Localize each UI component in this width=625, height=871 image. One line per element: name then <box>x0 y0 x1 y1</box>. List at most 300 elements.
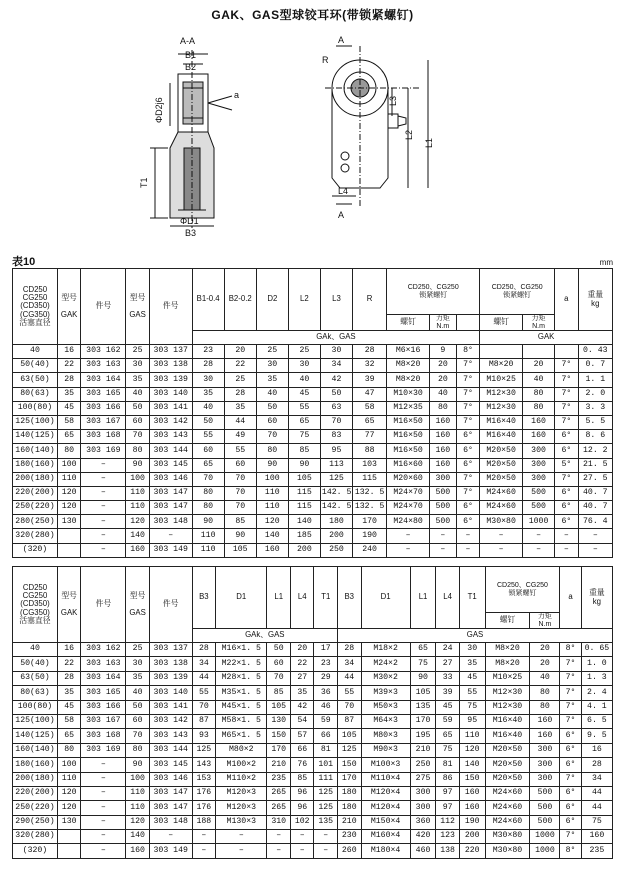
table-cell: 6° <box>555 515 579 529</box>
table-cell: 95 <box>320 444 352 458</box>
table-cell: 303 165 <box>81 686 126 700</box>
table-cell: 303 147 <box>149 786 192 800</box>
table-cell: 8° <box>456 345 480 359</box>
table-cell: 1000 <box>530 830 560 844</box>
table-cell: – <box>216 830 267 844</box>
table-cell: M30×80 <box>480 515 523 529</box>
table-cell: 7° <box>555 401 579 415</box>
table-cell: M16×40 <box>480 430 523 444</box>
t2-hdr-b3a: B3 <box>192 567 216 629</box>
t1-hdr-a: a <box>555 269 579 331</box>
table-cell: 160(140) <box>13 743 58 757</box>
table-row <box>13 387 613 401</box>
table-cell: 143 <box>192 758 216 772</box>
table-cell: 45 <box>288 387 320 401</box>
table-cell: 180 <box>338 801 362 815</box>
table-cell: 160 <box>256 543 288 557</box>
table-cell: 303 137 <box>149 643 192 657</box>
table-cell: 220(200) <box>13 786 58 800</box>
table-cell: 7° <box>555 415 579 429</box>
table-cell: 105 <box>338 729 362 743</box>
table-cell: 39 <box>436 686 460 700</box>
table-cell: M16×1. 5 <box>216 643 267 657</box>
t1-hdr-group-gakgas: GAk、GAS <box>192 331 480 345</box>
table-cell: 30 <box>192 373 224 387</box>
table-cell: 27 <box>290 671 314 685</box>
table-cell: 140 <box>459 758 485 772</box>
table-cell: 22 <box>290 657 314 671</box>
t1-hdr-torque: 力矩 N.m <box>429 315 456 331</box>
table-cell: 95 <box>459 714 485 728</box>
table-cell: 3. 3 <box>578 401 612 415</box>
table-cell: M65×1. 5 <box>216 729 267 743</box>
table-cell: 125 <box>314 801 338 815</box>
table-cell: 110 <box>57 472 81 486</box>
table-cell: M24×2 <box>361 657 410 671</box>
table-cell: 60 <box>256 415 288 429</box>
table-cell: 35 <box>57 387 81 401</box>
table-cell: 58 <box>57 415 81 429</box>
table-cell: 303 149 <box>149 543 192 557</box>
table-cell: M30×80 <box>485 844 530 858</box>
table-cell: 220(200) <box>13 486 58 500</box>
table-cell: M50×3 <box>361 700 410 714</box>
table-cell: 28 <box>338 643 362 657</box>
table-cell: 100 <box>57 758 81 772</box>
table-cell: 55 <box>288 401 320 415</box>
table-cell: 6° <box>560 758 581 772</box>
table-cell: M16×40 <box>485 714 530 728</box>
table-cell: M24×70 <box>387 486 430 500</box>
table-cell: – <box>290 830 314 844</box>
table-cell: 303 142 <box>149 415 192 429</box>
table-cell: 85 <box>267 686 291 700</box>
table-cell: 125 <box>314 786 338 800</box>
table-cell: 80(63) <box>13 387 58 401</box>
table-cell: 17 <box>314 643 338 657</box>
table-cell: M45×1. 5 <box>216 700 267 714</box>
t2-hdr-screw: 螺钉 <box>485 613 530 629</box>
table-cell: 65 <box>436 729 460 743</box>
table-cell: – <box>81 772 126 786</box>
table-cell: 132. 5 <box>353 486 387 500</box>
table-cell: 235 <box>581 844 612 858</box>
table-cell: 115 <box>353 472 387 486</box>
table-cell: 160 <box>429 415 456 429</box>
table-cell: 16 <box>581 743 612 757</box>
table-cell: M6×16 <box>387 345 430 359</box>
table-cell: 80 <box>57 743 81 757</box>
table-cell: 125 <box>320 472 352 486</box>
table-cell: M16×50 <box>387 430 430 444</box>
table-cell: 90 <box>256 458 288 472</box>
table-cell: 30 <box>126 657 150 671</box>
table-cell: 120 <box>126 815 150 829</box>
table-cell: 70 <box>126 430 150 444</box>
table-cell: 35 <box>256 373 288 387</box>
table-cell: 150 <box>338 758 362 772</box>
table-row <box>13 743 613 757</box>
dimension-table-2 <box>12 566 613 859</box>
table-cell: 180 <box>338 786 362 800</box>
table-cell: 90 <box>410 671 436 685</box>
table-cell: 160 <box>530 729 560 743</box>
table-cell: 235 <box>267 772 291 786</box>
table-cell: M16×50 <box>387 415 430 429</box>
table-cell: 66 <box>314 729 338 743</box>
table-cell: 303 169 <box>81 444 126 458</box>
table-cell: 303 138 <box>149 657 192 671</box>
t2-hdr-l1b: L1 <box>410 567 436 629</box>
t2-hdr-l4b: L4 <box>436 567 460 629</box>
table-cell: 6° <box>456 430 480 444</box>
table-cell: M8×20 <box>387 359 430 373</box>
table-cell: 303 147 <box>149 486 192 500</box>
table-cell: – <box>314 830 338 844</box>
table-cell: 160 <box>530 714 560 728</box>
t1-hdr-b2: B2-0.2 <box>224 269 256 331</box>
table-cell: 20 <box>523 359 555 373</box>
table-row <box>13 486 613 500</box>
table-row <box>13 786 613 800</box>
table-cell: 260 <box>338 844 362 858</box>
table-cell: 125(100) <box>13 714 58 728</box>
table-cell: 300 <box>429 472 456 486</box>
table-row <box>13 458 613 472</box>
table-cell: 28 <box>57 373 81 387</box>
table-cell: 120 <box>57 501 81 515</box>
table-cell: M30×2 <box>361 671 410 685</box>
t2-hdr-gak-type: 型号 GAK <box>57 567 81 643</box>
table-cell: 303 162 <box>81 345 126 359</box>
label-d1: ΦD1 <box>180 216 199 226</box>
table-cell: 20 <box>530 657 560 671</box>
table-cell: 6° <box>456 515 480 529</box>
table-cell: 9 <box>429 345 456 359</box>
table-cell: M120×3 <box>216 786 267 800</box>
table-cell: 300 <box>523 444 555 458</box>
table-cell: 303 142 <box>149 714 192 728</box>
label-t1: T1 <box>139 177 149 188</box>
table-cell: 153 <box>192 772 216 786</box>
table-cell: 80 <box>192 486 224 500</box>
table-cell: 250 <box>320 543 352 557</box>
table-cell: – <box>149 529 192 543</box>
table-cell: 40 <box>192 401 224 415</box>
table-cell: 100 <box>126 472 150 486</box>
table-cell: 303 147 <box>149 801 192 815</box>
table-cell: 176 <box>192 801 216 815</box>
table-cell: 290(250) <box>13 815 58 829</box>
label-r: R <box>322 55 329 65</box>
table-cell: 77 <box>353 430 387 444</box>
table-cell: 35 <box>290 686 314 700</box>
table-cell: 80 <box>429 401 456 415</box>
table-cell: 35 <box>126 671 150 685</box>
table-cell: 160 <box>126 844 150 858</box>
table-cell: 60 <box>192 444 224 458</box>
table-cell: M30×80 <box>485 830 530 844</box>
table-cell: 135 <box>410 700 436 714</box>
table-cell: M24×60 <box>485 815 530 829</box>
table-cell: – <box>149 830 192 844</box>
table-cell: 34 <box>192 657 216 671</box>
table-cell: 50 <box>256 401 288 415</box>
t1-hdr-r: R <box>353 269 387 331</box>
table-cell: 40 <box>429 387 456 401</box>
table-cell: 58 <box>353 401 387 415</box>
table-cell: 60 <box>267 657 291 671</box>
table-row <box>13 543 613 557</box>
page-title: GAK、GAS型球铰耳环(带锁紧螺钉) <box>211 8 414 22</box>
table-cell: 115 <box>288 501 320 515</box>
t1-hdr-part-no2: 件号 <box>149 269 192 345</box>
table-cell: 240 <box>353 543 387 557</box>
t2-hdr-part-no: 件号 <box>81 567 126 643</box>
table-cell: 30 <box>256 359 288 373</box>
table-cell: 303 146 <box>149 772 192 786</box>
table-cell: 110 <box>459 729 485 743</box>
table-cell: 40 <box>530 671 560 685</box>
table-cell: 140(125) <box>13 430 58 444</box>
table-cell: 138 <box>436 844 460 858</box>
table-cell: – <box>81 758 126 772</box>
table-cell: – <box>81 529 126 543</box>
t2-hdr-group-gakgas: GAk、GAS <box>192 629 337 643</box>
table-cell: (320) <box>13 844 58 858</box>
table-cell: 120 <box>57 786 81 800</box>
table-cell: 7° <box>560 671 581 685</box>
table-cell: 303 164 <box>81 373 126 387</box>
table-cell: M64×3 <box>361 714 410 728</box>
table-cell: 170 <box>410 714 436 728</box>
table-cell: 60 <box>126 415 150 429</box>
table-row <box>13 700 613 714</box>
table-cell: 85 <box>290 772 314 786</box>
table-cell: M20×50 <box>480 444 523 458</box>
label-d2: ΦD2j6 <box>154 97 164 123</box>
table-cell: 88 <box>353 444 387 458</box>
table-cell: 303 145 <box>149 758 192 772</box>
table-cell: – <box>290 844 314 858</box>
table-cell <box>57 844 81 858</box>
table-cell: 200 <box>320 529 352 543</box>
table-cell: 50(40) <box>13 359 58 373</box>
table-cell: – <box>81 543 126 557</box>
table-cell: 7° <box>555 472 579 486</box>
table-cell: – <box>555 543 579 557</box>
table-cell: M110×2 <box>216 772 267 786</box>
table-cell: 75 <box>288 430 320 444</box>
table-cell: 150 <box>267 729 291 743</box>
table-cell: 32 <box>353 359 387 373</box>
table-cell: 96 <box>290 786 314 800</box>
table-cell: 97 <box>436 801 460 815</box>
table-cell: 80 <box>57 444 81 458</box>
table-cell: 265 <box>267 786 291 800</box>
table-cell: 12. 2 <box>578 444 612 458</box>
table-cell: 303 144 <box>149 743 192 757</box>
label-l1: L1 <box>424 137 434 148</box>
table-cell: M130×3 <box>216 815 267 829</box>
table-cell: 303 149 <box>149 844 192 858</box>
table-cell: 160 <box>523 415 555 429</box>
table-cell: 30 <box>126 359 150 373</box>
table-cell: 180(160) <box>13 758 58 772</box>
t1-hdr-gas-type: 型号 GAS <box>126 269 150 345</box>
t2-hdr-t1b: T1 <box>459 567 485 629</box>
table-cell: 35 <box>57 686 81 700</box>
table-cell: – <box>267 830 291 844</box>
table-cell: 160 <box>126 543 150 557</box>
table-cell: 90 <box>288 458 320 472</box>
table-cell: 70 <box>224 472 256 486</box>
table-cell: 188 <box>192 815 216 829</box>
table-cell: 65 <box>353 415 387 429</box>
table-cell: 200 <box>288 543 320 557</box>
table-cell: 40 <box>13 345 58 359</box>
table-row <box>13 714 613 728</box>
table-cell: 7° <box>456 415 480 429</box>
table-cell: 1. 3 <box>581 671 612 685</box>
table-cell: 360 <box>410 815 436 829</box>
table-cell: 113 <box>320 458 352 472</box>
table-cell: 103 <box>353 458 387 472</box>
table-cell: 160 <box>581 830 612 844</box>
table-cell: M24×60 <box>480 501 523 515</box>
table-cell: 303 148 <box>149 515 192 529</box>
table-cell: M39×3 <box>361 686 410 700</box>
table-cell: 24 <box>436 643 460 657</box>
table-cell: 70 <box>192 700 216 714</box>
table-cell: 1000 <box>523 515 555 529</box>
label-l2: L2 <box>404 129 414 140</box>
table-cell: 1000 <box>530 844 560 858</box>
table-cell: 80 <box>530 686 560 700</box>
table-cell: 250 <box>410 758 436 772</box>
table-cell: 60 <box>126 714 150 728</box>
table-cell: M16×50 <box>387 444 430 458</box>
table-number: 表10 <box>12 256 36 268</box>
table-cell: 28 <box>192 643 216 657</box>
table-cell: – <box>81 801 126 815</box>
table-cell: 4. 1 <box>581 700 612 714</box>
table-cell: 125 <box>192 743 216 757</box>
table-row <box>13 529 613 543</box>
table-cell: M20×60 <box>387 472 430 486</box>
table-cell: M160×4 <box>361 830 410 844</box>
table-cell: 9. 5 <box>581 729 612 743</box>
table-cell: M20×50 <box>485 743 530 757</box>
table-cell: 500 <box>530 801 560 815</box>
table-cell: 100(80) <box>13 700 58 714</box>
table-cell: – <box>81 486 126 500</box>
table-cell: 70 <box>192 472 224 486</box>
table-cell: 120 <box>57 486 81 500</box>
table-cell: 28 <box>353 345 387 359</box>
table-cell: 6° <box>560 743 581 757</box>
table-cell: 303 141 <box>149 700 192 714</box>
table-cell: 40 <box>13 643 58 657</box>
table-cell: M35×1. 5 <box>216 686 267 700</box>
table-cell: 500 <box>429 486 456 500</box>
table-cell: 30 <box>288 359 320 373</box>
table-cell: 6° <box>560 815 581 829</box>
table-cell: 500 <box>530 815 560 829</box>
table-cell: 6° <box>555 444 579 458</box>
table-cell: 70 <box>267 671 291 685</box>
table-cell: M20×50 <box>480 472 523 486</box>
table-cell: 63(50) <box>13 373 58 387</box>
table-cell: – <box>81 786 126 800</box>
t1-hdr-screw2: 螺钉 <box>480 315 523 331</box>
table-cell: 7° <box>456 486 480 500</box>
table-cell: 96 <box>290 801 314 815</box>
table-cell: 300 <box>530 758 560 772</box>
table-cell: 115 <box>288 486 320 500</box>
table-cell: 303 166 <box>81 401 126 415</box>
table-cell: 90 <box>224 529 256 543</box>
table-cell: 2. 4 <box>581 686 612 700</box>
label-a-bottom: A <box>338 210 345 220</box>
table-cell: M80×2 <box>216 743 267 757</box>
table-cell: 7° <box>560 772 581 786</box>
table-cell: 47 <box>353 387 387 401</box>
table-cell: 16 <box>57 345 81 359</box>
table-cell: 6° <box>555 501 579 515</box>
table-cell: 80 <box>126 444 150 458</box>
t2-hdr-weight: 重量 kg <box>581 567 612 629</box>
table-cell: 28 <box>192 359 224 373</box>
table-cell: 76. 4 <box>578 515 612 529</box>
table-cell: – <box>387 529 430 543</box>
table-row <box>13 472 613 486</box>
table-cell: 20 <box>224 345 256 359</box>
label-a: a <box>234 90 240 100</box>
t2-hdr-l1a: L1 <box>267 567 291 629</box>
table-cell: 6° <box>560 729 581 743</box>
table-cell: 100 <box>126 772 150 786</box>
table-cell: 55 <box>459 686 485 700</box>
table-cell: 190 <box>459 815 485 829</box>
table-cell: – <box>267 844 291 858</box>
table-cell: 200 <box>459 830 485 844</box>
table-cell: 120 <box>459 743 485 757</box>
table-cell: 105 <box>224 543 256 557</box>
t1-hdr-a1 <box>456 315 480 331</box>
table-cell: 265 <box>267 801 291 815</box>
unit-label: mm <box>599 258 613 267</box>
table-cell: 70 <box>126 729 150 743</box>
t1-hdr-weight: 重量 kg <box>578 269 612 331</box>
table-cell: 230 <box>338 830 362 844</box>
table-cell: 300 <box>410 801 436 815</box>
table-cell: 170 <box>267 743 291 757</box>
table-cell: 45 <box>459 671 485 685</box>
table-cell: 220 <box>459 844 485 858</box>
t2-hdr-a: a <box>560 567 581 629</box>
table-cell: 44 <box>581 786 612 800</box>
table-cell: 28 <box>581 758 612 772</box>
table-cell: 1. 0 <box>581 657 612 671</box>
table-cell: M100×3 <box>361 758 410 772</box>
table-row <box>13 444 613 458</box>
table-cell: 83 <box>320 430 352 444</box>
table-cell: 86 <box>436 772 460 786</box>
table-cell: 23 <box>192 345 224 359</box>
table-cell: 110 <box>126 501 150 515</box>
table-cell: 303 147 <box>149 501 192 515</box>
